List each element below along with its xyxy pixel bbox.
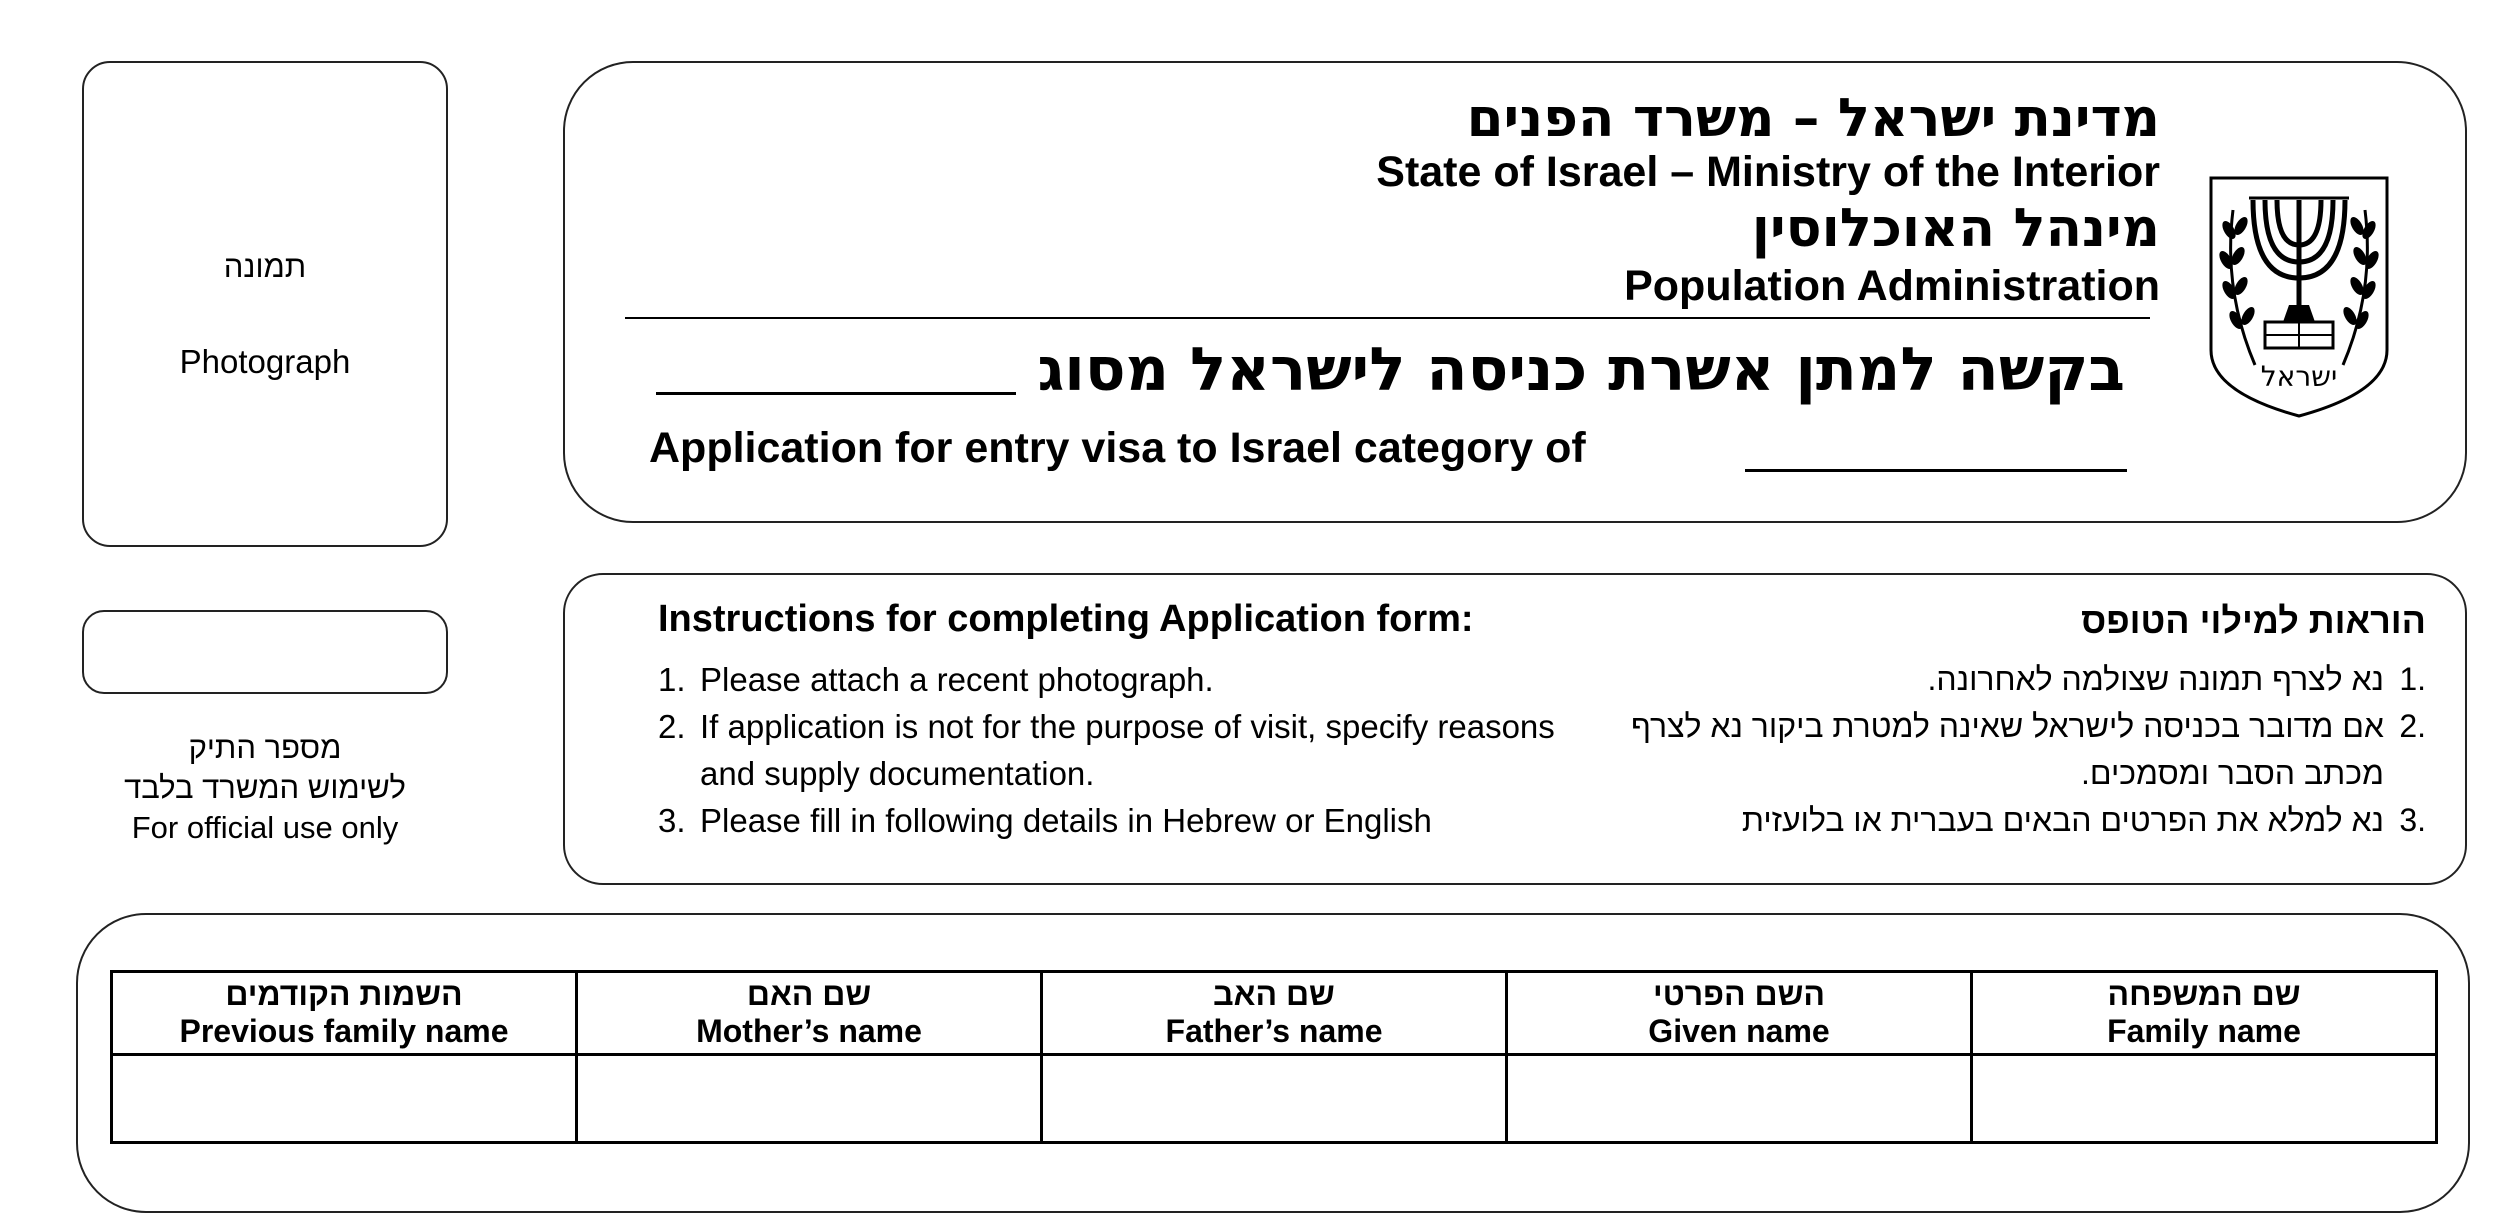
list-item-text: נא לצרף תמונה שצולמה לאחרונה.	[1927, 661, 2384, 697]
instructions-list-hebrew	[1596, 656, 2426, 844]
column-header-hebrew: שם המשפחה	[2107, 976, 2301, 1012]
column-header-english: Father’s name	[1165, 1013, 1383, 1049]
list-item	[658, 797, 1558, 844]
administration-title-hebrew: מינהל האוכלוסין	[1751, 198, 2160, 259]
list-item-text: Please attach a recent photograph.	[700, 661, 1214, 698]
list-item-number: 1.	[658, 661, 686, 698]
family-name-field[interactable]	[1972, 1055, 2437, 1143]
list-item	[658, 703, 1558, 797]
photograph-label-hebrew: תמונה	[223, 249, 307, 284]
column-header-given-name	[1507, 972, 1972, 1055]
list-item	[1596, 656, 2426, 703]
header-divider	[625, 317, 2150, 319]
column-header-english: Mother’s name	[696, 1013, 922, 1049]
names-table	[110, 970, 2438, 1144]
column-header-hebrew: השמות הקודמים	[225, 976, 463, 1012]
column-header-english: Family name	[2107, 1013, 2301, 1049]
mothers-name-field[interactable]	[577, 1055, 1042, 1143]
column-header-hebrew: השם הפרטי	[1653, 976, 1825, 1012]
instructions-title-english: Instructions for completing Application form:	[658, 598, 1474, 640]
state-emblem-icon	[2203, 170, 2395, 420]
column-header-english: Given name	[1648, 1013, 1830, 1049]
given-name-field[interactable]	[1507, 1055, 1972, 1143]
office-use-label-english: For official use only	[131, 810, 399, 845]
list-item-text: אם מדובר בכניסה לישראל שאינה למטרת ביקור נא לצרף מכתב הסבר ומסמכים.	[1630, 708, 2384, 791]
visa-category-blank-hebrew[interactable]	[656, 392, 1016, 395]
ministry-title-english: State of Israel – Ministry of the Interior	[1376, 148, 2160, 196]
fathers-name-field[interactable]	[1042, 1055, 1507, 1143]
list-item-text: If application is not for the purpose of visit, specify reasons and supply documentation.	[700, 708, 1555, 792]
file-number-label	[82, 728, 448, 848]
administration-title-english: Population Administration	[1624, 262, 2160, 310]
column-header-mothers-name	[577, 972, 1042, 1055]
form-title-english: Application for entry visa to Israel category of	[649, 424, 1586, 472]
ministry-title-hebrew: מדינת ישראל – משרד הפנים	[1466, 88, 2160, 149]
column-header-family-name	[1972, 972, 2437, 1055]
emblem-text: ישראל	[2260, 360, 2338, 393]
photograph-box[interactable]	[82, 61, 448, 547]
list-item	[1596, 703, 2426, 797]
file-number-field[interactable]	[82, 610, 448, 694]
photograph-label-english: Photograph	[179, 343, 351, 380]
office-use-label-hebrew: לשימוש המשרד בלבד	[124, 770, 406, 805]
column-header-hebrew: שם האם	[746, 976, 872, 1012]
instructions-list-english	[658, 656, 1558, 844]
list-item-number: .1	[2399, 661, 2426, 697]
column-header-hebrew: שם האב	[1213, 976, 1335, 1012]
list-item-text: Please fill in following details in Hebrew or English	[700, 802, 1432, 839]
form-title-hebrew: בקשה למתן אשרת כניסה לישראל מסוג	[1037, 335, 2125, 405]
table-row	[112, 1055, 2437, 1143]
list-item	[1596, 797, 2426, 844]
list-item-number: .2	[2399, 708, 2426, 744]
column-header-previous-family-name	[112, 972, 577, 1055]
instructions-title-hebrew: הוראות למילוי הטופס	[2081, 600, 2426, 641]
list-item-number: 2.	[658, 708, 686, 745]
previous-family-name-field[interactable]	[112, 1055, 577, 1143]
table-header-row	[112, 972, 2437, 1055]
list-item-text: נא למלא את הפרטים הבאים בעברית או בלועזית	[1741, 802, 2384, 838]
column-header-english: Previous family name	[179, 1013, 509, 1049]
visa-category-blank-english[interactable]	[1745, 469, 2127, 472]
file-number-label-hebrew: מספר התיק	[188, 730, 342, 765]
list-item	[658, 656, 1558, 703]
list-item-number: 3.	[658, 802, 686, 839]
column-header-fathers-name	[1042, 972, 1507, 1055]
list-item-number: .3	[2399, 802, 2426, 838]
